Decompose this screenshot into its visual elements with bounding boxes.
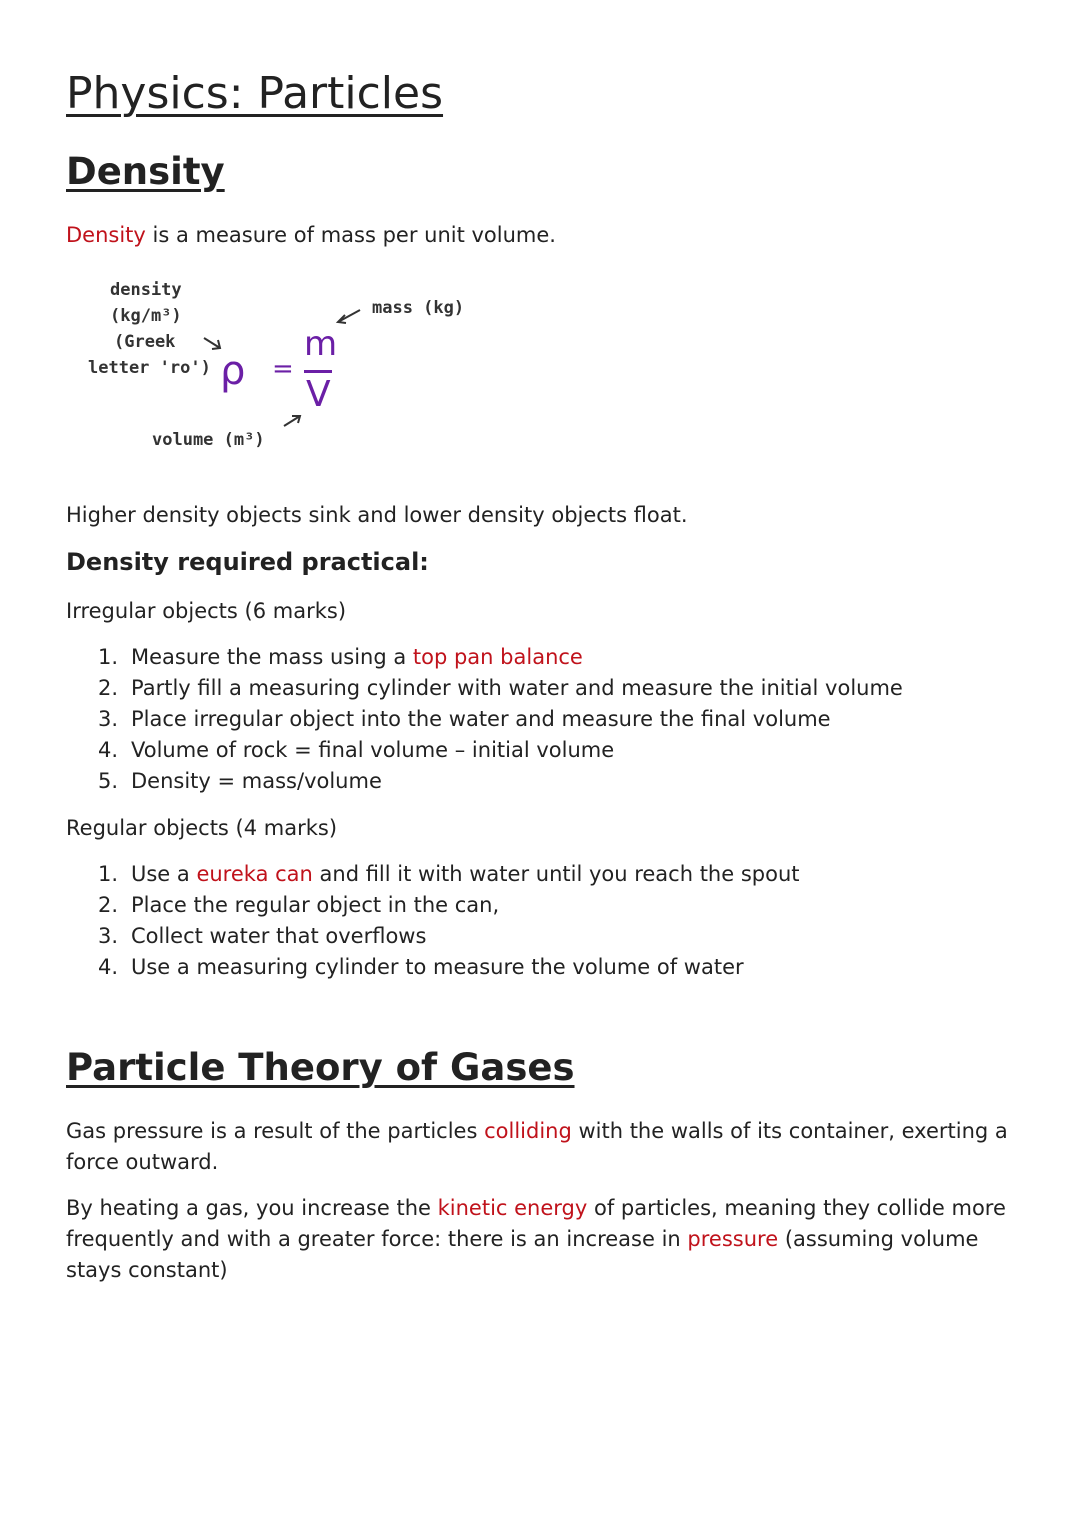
list-number: 5. xyxy=(98,769,119,793)
list-item: 4. Use a measuring cylinder to measure the volume of water xyxy=(98,952,800,983)
density-heading: Density xyxy=(66,150,225,193)
label-letter: letter 'ro') xyxy=(88,358,211,378)
list-item: 3. Collect water that overflows xyxy=(98,921,800,952)
volume-symbol: V xyxy=(306,374,331,415)
list-item: 4. Volume of rock = final volume – initial volume xyxy=(98,735,903,766)
density-definition: Density is a measure of mass per unit volume. xyxy=(66,223,556,247)
rho-symbol: ρ xyxy=(220,348,246,394)
mass-symbol: m xyxy=(304,324,338,364)
highlight-term: top pan balance xyxy=(412,645,583,669)
list-number: 2. xyxy=(98,893,119,917)
label-units: (kg/m³) xyxy=(110,306,182,326)
list-number: 4. xyxy=(98,738,119,762)
sink-float-text: Higher density objects sink and lower density objects float. xyxy=(66,503,688,527)
equals-symbol: = xyxy=(272,354,294,384)
irregular-steps-list xyxy=(98,642,903,797)
list-number: 3. xyxy=(98,707,119,731)
pressure-term: pressure xyxy=(687,1227,779,1251)
label-mass: mass (kg) xyxy=(372,298,465,318)
colliding-term: colliding xyxy=(484,1119,572,1143)
formula-arrows xyxy=(88,278,478,478)
list-number: 2. xyxy=(98,676,119,700)
page-title: Physics: Particles xyxy=(66,68,444,119)
list-item: 1. Measure the mass using a top pan balance xyxy=(98,642,903,673)
kinetic-energy-term: kinetic energy xyxy=(437,1196,588,1220)
list-item: 5. Density = mass/volume xyxy=(98,766,903,797)
list-item: 1. Use a eureka can and fill it with water until you reach the spout xyxy=(98,859,800,890)
arrow-rho-icon xyxy=(204,338,220,348)
list-number: 1. xyxy=(98,862,119,886)
irregular-heading: Irregular objects (6 marks) xyxy=(66,599,347,623)
label-volume: volume (m³) xyxy=(152,430,265,450)
heating-gas-paragraph: By heating a gas, you increase the kinetic energy of particles, meaning they collide more frequently and with a greater force: there is an increase in pressure (assuming volume stays constant) xyxy=(66,1196,1006,1282)
regular-steps-list xyxy=(98,859,800,983)
highlight-term: eureka can xyxy=(196,862,313,886)
list-number: 4. xyxy=(98,955,119,979)
practical-heading: Density required practical: xyxy=(66,548,429,576)
list-item: 2. Place the regular object in the can, xyxy=(98,890,800,921)
list-item: 3. Place irregular object into the water and measure the final volume xyxy=(98,704,903,735)
list-item: 2. Partly fill a measuring cylinder with water and measure the initial volume xyxy=(98,673,903,704)
regular-heading: Regular objects (4 marks) xyxy=(66,816,338,840)
label-density: density xyxy=(110,280,182,300)
gases-heading: Particle Theory of Gases xyxy=(66,1046,575,1089)
list-number: 1. xyxy=(98,645,119,669)
density-term: Density xyxy=(66,223,146,247)
label-greek: (Greek xyxy=(114,332,176,352)
list-number: 3. xyxy=(98,924,119,948)
arrow-mass-icon xyxy=(338,310,360,322)
density-formula-figure xyxy=(88,278,478,478)
gas-pressure-paragraph: Gas pressure is a result of the particles colliding with the walls of its container, exerting a force outward. xyxy=(66,1119,1008,1174)
